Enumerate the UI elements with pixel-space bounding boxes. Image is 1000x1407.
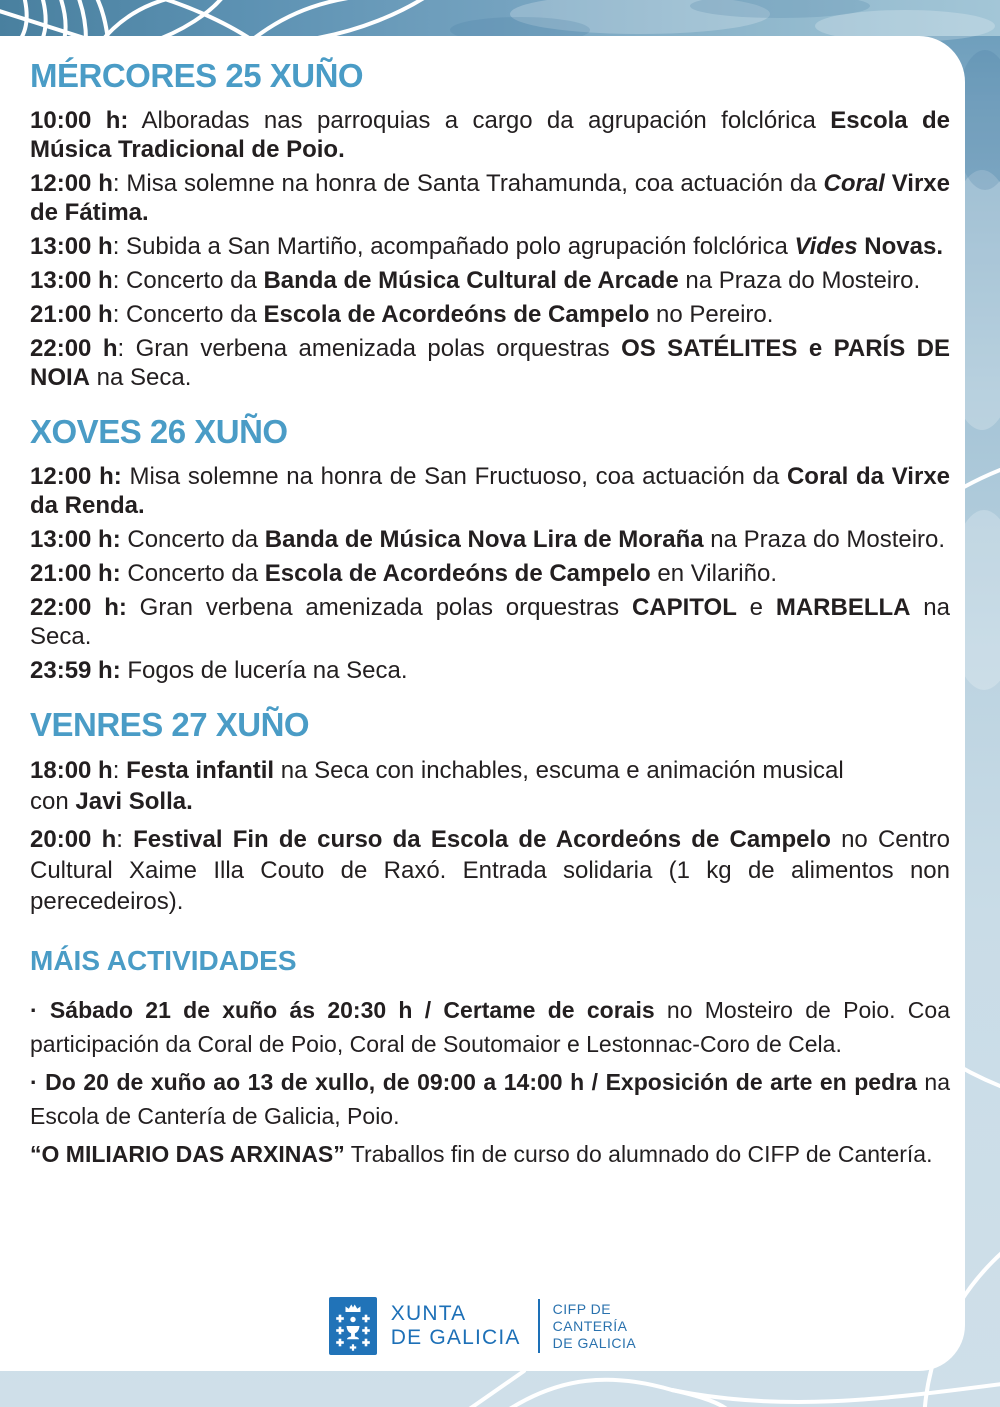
event-item	[30, 462, 950, 520]
text-segment: Javi Solla.	[75, 788, 193, 815]
text-segment: CAPITOL	[631, 594, 737, 621]
xunta-line: XUNTA	[390, 1302, 467, 1325]
text-segment: Traballos fin de curso do alumnado do CIFP de Cantería.	[344, 1141, 933, 1167]
text-segment: 23:59 h:	[30, 657, 121, 684]
text-segment: OS SATÉLITES e PARÍS DE NOIA	[30, 335, 950, 391]
text-segment: no Mosteiro de Poio. Coa participación da Coral de Poio, Coral de Soutomaior e Lestonnac-Coro de Cela.	[30, 997, 950, 1057]
event-item	[30, 1065, 950, 1133]
text-segment: :	[116, 826, 134, 853]
top-watercolor-band	[0, 0, 1000, 36]
xunta-line: DE GALICIA	[390, 1326, 521, 1349]
text-segment: Escola de Música Tradicional de Poio.	[30, 107, 951, 163]
text-segment: Virxe de Fátima.	[30, 170, 950, 226]
text-segment: na Escola de Cantería de Galicia, Poio.	[30, 1069, 950, 1129]
text-segment: 12:00 h	[30, 170, 113, 197]
event-item	[30, 656, 950, 685]
event-item	[30, 525, 950, 554]
text-segment: Banda de Música Cultural de Arcade	[263, 267, 679, 294]
section-venres-27-xuno	[30, 707, 950, 917]
section-mais-actividades	[30, 943, 950, 1171]
text-segment: 21:00 h:	[30, 560, 121, 587]
text-segment: no Pereiro.	[649, 301, 774, 328]
text-segment: 13:00 h	[30, 233, 113, 260]
text-segment: MARBELLA	[775, 594, 911, 621]
text-segment: en Vilariño.	[650, 560, 777, 587]
xunta-de-galicia-emblem-icon	[329, 1297, 377, 1355]
text-segment: na Praza do Mosteiro.	[678, 267, 921, 294]
text-segment: Coral da Virxe da Renda.	[30, 463, 951, 519]
text-segment: na Seca con inchables, escuma e animación musical	[274, 757, 844, 784]
text-segment: · Do 20 de xuño ao 13 de xullo, de 09:00 a 14:00 h / Exposición de arte en pedra	[30, 1069, 917, 1095]
text-segment: na Seca.	[30, 594, 950, 650]
text-segment: · Sábado 21 de xuño ás 20:30 h / Certame de corais	[30, 997, 655, 1023]
text-segment: Festival Fin de curso da Escola de Acordeóns de Campelo	[133, 826, 831, 853]
text-segment: 13:00 h:	[30, 526, 121, 553]
section-mercores-25-xuno	[30, 58, 950, 392]
program-card	[0, 36, 965, 1371]
text-segment: na Praza do Mosteiro.	[703, 526, 946, 553]
event-item	[30, 169, 950, 227]
section-title: MÉRCORES 25 XUÑO	[30, 57, 364, 94]
event-item	[30, 106, 950, 164]
cifp-canteria-wordmark	[553, 1301, 637, 1352]
text-segment: : Concerto da	[112, 267, 264, 294]
footer-logos	[0, 1297, 965, 1355]
text-segment: :	[112, 757, 127, 784]
text-segment: 21:00 h	[30, 301, 113, 328]
text-segment: Novas.	[857, 233, 943, 260]
event-item	[30, 232, 950, 261]
text-segment: 22:00 h:	[30, 594, 127, 621]
text-segment: : Concerto da	[112, 301, 264, 328]
text-segment: 13:00 h	[30, 267, 113, 294]
text-segment: con	[30, 788, 76, 815]
text-segment: e	[736, 594, 776, 621]
event-item	[30, 824, 950, 917]
event-item	[30, 300, 950, 329]
text-segment: na Seca.	[90, 364, 192, 391]
text-segment: Fogos de lucería na Seca.	[120, 657, 408, 684]
section-title: XOVES 26 XUÑO	[30, 413, 288, 450]
event-item	[30, 559, 950, 588]
section-title: MÁIS ACTIVIDADES	[30, 945, 297, 976]
cifp-line: CANTERÍA	[552, 1317, 628, 1334]
text-segment: : Subida a San Martiño, acompañado polo agrupación folclórica	[112, 233, 795, 260]
cifp-line: DE GALICIA	[552, 1334, 637, 1351]
event-item	[30, 1137, 950, 1171]
text-segment: Coral	[823, 170, 885, 197]
text-segment: Misa solemne na honra de San Fructuoso, coa actuación da	[121, 463, 787, 490]
text-segment: : Misa solemne na honra de Santa Trahamunda, coa actuación da	[112, 170, 824, 197]
text-segment: 12:00 h:	[30, 463, 122, 490]
cifp-line: CIFP DE	[552, 1300, 612, 1317]
text-segment: Vides	[794, 233, 858, 260]
text-segment: : Gran verbena amenizada polas orquestras	[117, 335, 622, 362]
event-item	[30, 755, 950, 817]
section-xoves-26-xuno	[30, 414, 950, 685]
text-segment: Gran verbena amenizada polas orquestras	[126, 594, 632, 621]
xunta-de-galicia-wordmark	[391, 1302, 521, 1350]
text-segment: 10:00 h:	[30, 107, 129, 134]
text-segment: Concerto da	[120, 560, 265, 587]
section-title: VENRES 27 XUÑO	[30, 706, 310, 743]
text-segment: “O MILIARIO DAS ARXINAS”	[30, 1141, 345, 1167]
text-segment: no Centro Cultural Xaime Illa Couto de Raxó. Entrada solidaria (1 kg de alimentos non perecedeiros).	[30, 826, 951, 915]
text-segment: 20:00 h	[30, 826, 117, 853]
text-segment: Escola de Acordeóns de Campelo	[263, 301, 650, 328]
text-segment: Escola de Acordeóns de Campelo	[264, 560, 651, 587]
event-item	[30, 593, 950, 651]
event-item	[30, 993, 950, 1061]
text-segment: Concerto da	[120, 526, 265, 553]
text-segment: Banda de Música Nova Lira de Moraña	[264, 526, 704, 553]
logo-divider	[538, 1299, 540, 1353]
event-item	[30, 334, 950, 392]
text-segment: Festa infantil	[126, 757, 275, 784]
text-segment: Alboradas nas parroquias a cargo da agrupación folclórica	[128, 107, 831, 134]
text-segment: 22:00 h	[30, 335, 118, 362]
text-segment: 18:00 h	[30, 757, 113, 784]
event-item	[30, 266, 950, 295]
